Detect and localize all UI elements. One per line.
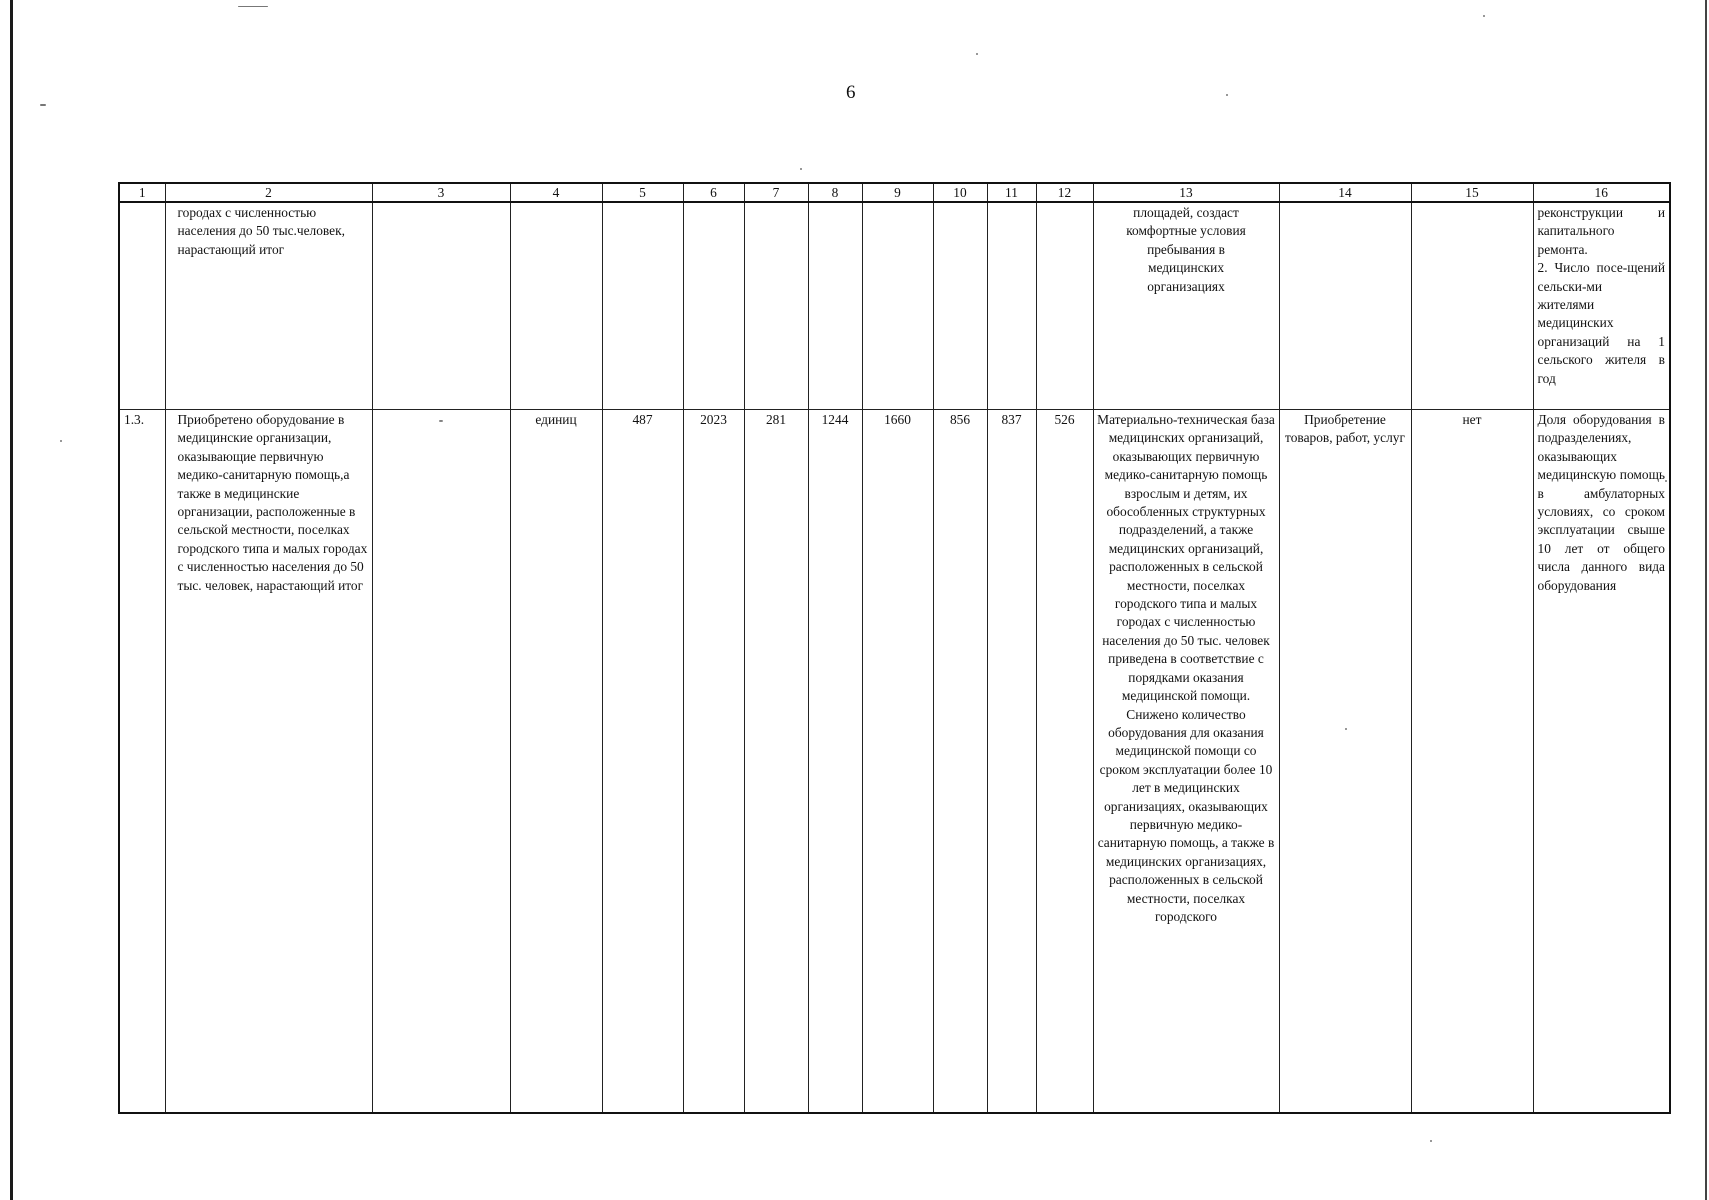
- table-row: [119, 202, 1670, 410]
- column-number-row: [119, 183, 1670, 202]
- table-cell: [372, 202, 510, 410]
- scan-edge-right: [1705, 0, 1707, 1200]
- table-cell: -: [372, 410, 510, 1114]
- table-cell: [987, 202, 1036, 410]
- scan-speck: [1483, 15, 1485, 17]
- value-cell: 837: [987, 410, 1036, 1114]
- indicator-name-cell: городах с численностью населения до 50 тыс.человек, нарастающий итог: [165, 202, 372, 410]
- column-number: 7: [744, 183, 808, 202]
- scan-speck: [60, 440, 62, 442]
- column-number: 15: [1411, 183, 1533, 202]
- scan-speck: [1665, 480, 1667, 482]
- measure-cell: Приобретение товаров, работ, услуг: [1279, 410, 1411, 1114]
- indicator-cell: Доля оборудования в подразделениях, оказывающих медицинскую помощь в амбулаторных условиях, со сроком эксплуатации свыше 10 лет от общего числа данного вида оборудования: [1533, 410, 1670, 1114]
- column-number: 6: [683, 183, 744, 202]
- scan-edge-left: [10, 0, 13, 1200]
- table-cell: [933, 202, 987, 410]
- result-cell: Материально-техническая база медицинских организаций, оказывающих первичную медико-санитарную помощь взрослым и детям, их обособленных структурных подразделений, а также медицинских организаций, расположенных в сельской местности, поселках городского типа и малых городах с численностью населения до 50 тыс. человек приведена в соответствие с порядками оказания медицинской помощи. Снижено количество оборудования для оказания медицинской помощи со сроком эксплуатации более 10 лет в медицинских организациях, оказывающих первичную медико-санитарную помощь, а также в медицинских организациях, расположенных в сельской местности, поселках городского: [1093, 410, 1279, 1114]
- table-cell: [808, 202, 862, 410]
- table-cell: [862, 202, 933, 410]
- scan-speck: [1430, 1140, 1432, 1142]
- unit-cell: единиц: [510, 410, 602, 1114]
- scan-speck: [238, 6, 268, 7]
- scan-speck: [1226, 94, 1228, 96]
- scan-speck: [976, 53, 978, 55]
- program-table: [118, 182, 1671, 1114]
- column-number: 16: [1533, 183, 1670, 202]
- value-cell: 487: [602, 410, 683, 1114]
- column-number: 9: [862, 183, 933, 202]
- table-cell: [683, 202, 744, 410]
- table-cell: [602, 202, 683, 410]
- value-cell: 856: [933, 410, 987, 1114]
- table-cell: [119, 202, 165, 410]
- column-number: 13: [1093, 183, 1279, 202]
- page-number: 6: [846, 82, 856, 103]
- indicator-cell: реконструкции и капитального ремонта. 2. Число посе-щений сельски-ми жителями медицинских организаций на 1 сельского жителя в год: [1533, 202, 1670, 410]
- column-number: 2: [165, 183, 372, 202]
- table-cell: нет: [1411, 410, 1533, 1114]
- table-row: [119, 410, 1670, 1114]
- value-cell: 1244: [808, 410, 862, 1114]
- column-number: 11: [987, 183, 1036, 202]
- indicator-name-cell: Приобретено оборудование в медицинские организации, оказывающие первичную медико-санитарную помощь,а также в медицинские организации, расположенные в сельской местности, поселках городского типа и малых городах с численностью населения до 50 тыс. человек, нарастающий итог: [165, 410, 372, 1114]
- column-number: 8: [808, 183, 862, 202]
- table-cell: [1036, 202, 1093, 410]
- table-cell: [744, 202, 808, 410]
- value-cell: 281: [744, 410, 808, 1114]
- column-number: 1: [119, 183, 165, 202]
- column-number: 14: [1279, 183, 1411, 202]
- scan-speck: [800, 168, 802, 170]
- row-number-cell: 1.3.: [119, 410, 165, 1114]
- table-cell: [1279, 202, 1411, 410]
- column-number: 12: [1036, 183, 1093, 202]
- scan-speck: [1345, 728, 1347, 730]
- table-cell: [510, 202, 602, 410]
- scan-speck: [40, 104, 46, 106]
- column-number: 4: [510, 183, 602, 202]
- value-cell: 526: [1036, 410, 1093, 1114]
- column-number: 10: [933, 183, 987, 202]
- table-cell: [1411, 202, 1533, 410]
- column-number: 5: [602, 183, 683, 202]
- column-number: 3: [372, 183, 510, 202]
- value-cell: 2023: [683, 410, 744, 1114]
- value-cell: 1660: [862, 410, 933, 1114]
- result-cell: площадей, создаст комфортные условия пребывания в медицинских организациях: [1093, 202, 1279, 410]
